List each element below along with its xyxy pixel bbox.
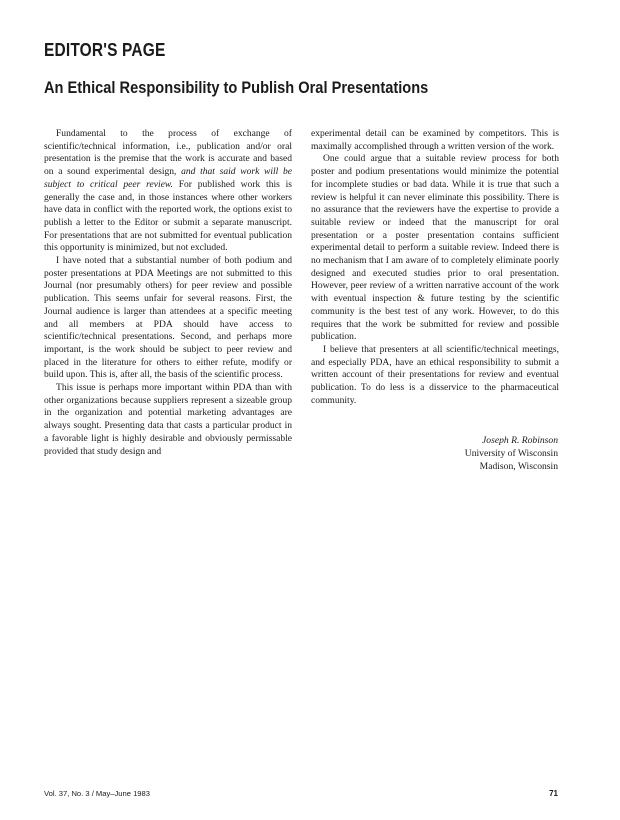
body-paragraph-4: One could argue that a suitable review process for both poster and podium presentations would minimize the potential for incomplete studies or bad data. While it is true that such a review is helpful it can never eliminate this possibility. There is no assurance that the reviewers have the expertise to provide a suitable review or indeed that the manuscript for oral presentation or a poster presentation contains sufficient experimental detail to perform a suitable review. Indeed there is no mechanism that I am aware of to completely eliminate poorly designed and executed studies prior to oral presentation. However, peer review of a written narrative account of the work with eventual inspection & future testing by the scientific community is the best test of any work. However, to do this requires that the work be submitted for review and possible publication. (311, 153, 559, 343)
page-number: 71 (549, 789, 558, 798)
body-paragraph-3: This issue is perhaps more important within PDA than with other organizations because suppliers represent a sizeable group in the organization and potential marketing advantages are always sought. Presenting data that casts a particular product in a favorable light is highly desirable and obviously permissable provided that study design and (44, 382, 292, 457)
issue-info: Vol. 37, No. 3 / May–June 1983 (44, 789, 150, 798)
body-paragraph-2: I have noted that a substantial number of both podium and poster presentations at PDA Meetings are not submitted to this Journal (nor presumably others) for peer review and possible publication. This seems unfair for several reasons. First, the Journal audience is larger than attendees at a specific meeting and all members at PDA should have access to scientific/technical presentations. Second, and perhaps more important, is the work should be subject to peer review and placed in the literature for others to either refute, modify or build upon. This is, after all, the basis of the scientific process. (44, 255, 292, 381)
author-name: Joseph R. Robinson (482, 435, 558, 446)
body-paragraph-5: I believe that presenters at all scientific/technical meetings, and especially PDA, have an ethical responsibility to submit a written account of their presentations for review and eventual publication. To do less is a disservice to the pharmaceutical community. (311, 343, 559, 406)
author-affiliation: University of Wisconsin (464, 447, 558, 459)
author-location: Madison, Wisconsin (479, 460, 558, 472)
section-title: EDITOR'S PAGE (44, 40, 166, 60)
right-column (311, 128, 559, 407)
body-paragraph-1: Fundamental to the process of exchange of scientific/technical information, i.e., publication and/or oral presentation is the premise that the work is accurate and based on a sound experimental design, and that said work will be subject to critical peer review. For published work this is generally the case and, in those instances where other workers have data in conflict with the reported work, the options exist to publish a letter to the Editor or submit a separate manuscript. For presentations that are not submitted for eventual publication this opportunity is minimized, but not excluded. (44, 128, 292, 254)
author-signature (420, 435, 558, 473)
emphasized-text: and that said work will be subject to critical peer review. (44, 166, 292, 190)
left-column (44, 128, 292, 458)
article-title: An Ethical Responsibility to Publish Oral Presentations (44, 78, 429, 97)
body-paragraph-continuation: experimental detail can be examined by competitors. This is maximally accomplished through a written version of the work. (311, 128, 559, 152)
